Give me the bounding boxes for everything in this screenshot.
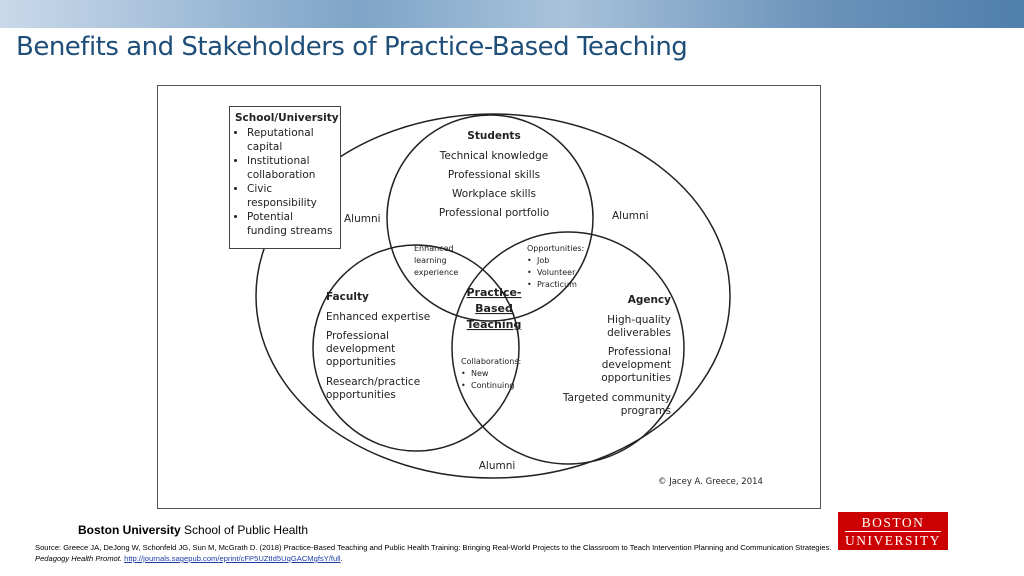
copyright-text: © Jacey A. Greece, 2014: [658, 477, 763, 487]
agency-item: development: [601, 359, 671, 371]
opportunities-item: Job: [537, 256, 550, 265]
collaborations-item: New: [471, 369, 489, 378]
school-university-list: [235, 126, 336, 238]
students-item: Professional skills: [447, 169, 541, 181]
collaborations-bullet: •: [461, 369, 466, 378]
opportunities-bullet: •: [527, 268, 532, 277]
agency-item: programs: [620, 405, 671, 417]
agency-title: Agency: [627, 294, 671, 306]
logo-line-2: UNIVERSITY: [845, 533, 941, 548]
center-label-line: Teaching: [466, 318, 522, 331]
footer-org-bold: Boston University: [78, 523, 181, 537]
collaborations-bullet: •: [461, 381, 466, 390]
venn-diagram-figure: [157, 85, 821, 509]
agency-item: Targeted community: [562, 392, 671, 404]
school-university-title: School/University: [235, 112, 339, 124]
agency-item: Professional: [607, 346, 671, 358]
opportunities-item: Practicum: [537, 280, 577, 289]
slide-title: Benefits and Stakeholders of Practice-Based Teaching: [16, 32, 688, 62]
students-item: Professional portfolio: [438, 207, 550, 219]
logo-line-1: BOSTON: [861, 515, 925, 530]
center-label-line: Based: [475, 302, 513, 315]
faculty-title: Faculty: [326, 291, 369, 303]
agency-item: opportunities: [601, 372, 671, 384]
source-journal: Pedagogy Health Promot.: [35, 554, 122, 563]
faculty-item: Professional: [326, 330, 390, 342]
faculty-item: Enhanced expertise: [326, 311, 431, 323]
school-university-box: [229, 106, 341, 249]
school-university-item: • Reputational capital: [247, 126, 336, 154]
students-item: Technical knowledge: [439, 150, 549, 162]
logo-divider: [845, 531, 941, 532]
collaborations-title: Collaborations:: [461, 357, 522, 366]
opportunities-item: Volunteer: [537, 268, 576, 277]
source-suffix: .: [340, 554, 343, 563]
faculty-item: development: [326, 343, 396, 355]
header-banner: [0, 0, 1024, 28]
source-link[interactable]: http://journals.sagepub.com/eprint/cFP5UZtId5UqGACMgfsY/full: [124, 554, 341, 563]
enhanced-learning-line: experience: [414, 268, 459, 277]
source-text: Source: Greece JA, DeJong W, Schonfeld JG, Sun M, McGrath D. (2018) Practice-Based Teaching and Public Health Training: Bringing Real-World Projects to the Classroom to Teach Intervention Planning and Communication Strategies.: [35, 543, 832, 552]
opportunities-title: Opportunities:: [527, 244, 585, 253]
alumni-label-bottom: Alumni: [478, 460, 516, 472]
alumni-label-right: Alumni: [612, 210, 649, 222]
alumni-label-left: Alumni: [344, 213, 381, 225]
source-citation: [35, 542, 835, 564]
students-title: Students: [467, 130, 521, 142]
opportunities-bullet: •: [527, 280, 532, 289]
collaborations-item: Continuing: [471, 381, 515, 390]
opportunities-bullet: •: [527, 256, 532, 265]
school-university-item: • Potential funding streams: [247, 210, 336, 238]
footer-org-rest: School of Public Health: [180, 523, 309, 537]
faculty-item: opportunities: [326, 389, 396, 401]
school-university-item: • Institutional collaboration: [247, 154, 336, 182]
faculty-item: Research/practice: [326, 376, 421, 388]
enhanced-learning-line: Enhanced: [414, 244, 454, 253]
school-university-item: • Civic responsibility: [247, 182, 336, 210]
enhanced-learning-line: learning: [414, 256, 447, 265]
center-label-line: Practice-: [466, 286, 522, 299]
faculty-item: opportunities: [326, 356, 396, 368]
students-item: Workplace skills: [452, 188, 536, 200]
boston-university-logo: [838, 512, 948, 550]
agency-item: High-quality: [607, 314, 671, 326]
footer-organization: [78, 523, 308, 537]
agency-item: deliverables: [607, 327, 671, 339]
